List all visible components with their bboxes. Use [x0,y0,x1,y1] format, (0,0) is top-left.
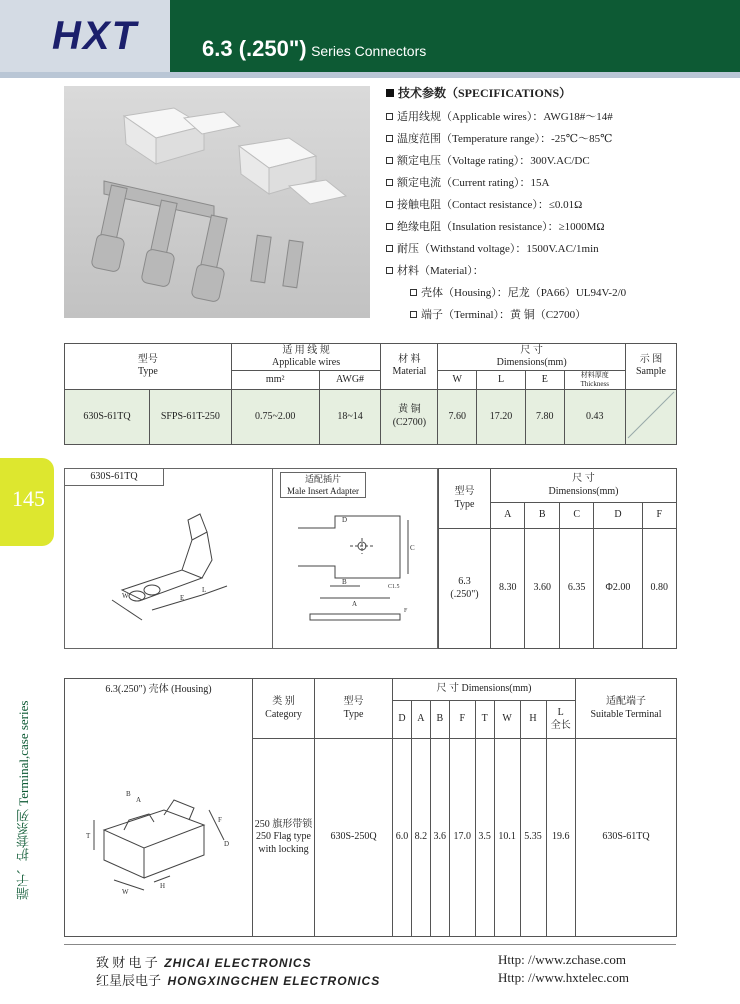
checkbox-bullet-icon [410,311,417,318]
page-title-sub: Series Connectors [311,43,427,59]
terminal-spec-table [64,343,677,445]
dim-label-l: L [202,586,207,594]
cell-c: 6.35 [559,529,593,649]
brand-logo: HXT [52,14,138,58]
col-dimensions: 尺 寸 Dimensions(mm) [438,344,626,371]
header-divider [0,72,740,78]
cell-b: 3.60 [525,529,559,649]
cell-e: 7.80 [526,389,565,445]
checkbox-bullet-icon [386,135,393,142]
col-awg: AWG# [319,371,381,390]
dim-label-w: W [121,888,129,896]
col-d: D [594,503,642,529]
table-row [65,389,677,445]
col-category: 类 别 Category [253,679,315,739]
terminal-drawing [92,500,262,635]
col-type: 型号 Type [315,679,393,739]
col-f: F [642,503,677,529]
spec-item: 适用线规（Applicable wires）：AWG18#～14# [386,108,613,124]
dim-label-c: C [410,544,415,552]
cell-t: 3.5 [475,739,494,937]
cell-w: 10.1 [494,739,520,937]
footer-url-2[interactable]: Http: //www.hxtelec.com [498,970,629,985]
footer-company-1: 致 财 电 子 ZHICAI ELECTRONICS [96,955,312,970]
cell-type2: SFPS-61T-250 [150,389,232,445]
square-bullet-icon [386,89,394,97]
page-title-main: 6.3 (.250") [202,36,307,61]
cell-a: 8.2 [411,739,430,937]
col-suitable-terminal: 适配端子 Suitable Terminal [575,679,676,739]
cell-w: 7.60 [438,389,477,445]
dim-label-e: E [180,594,185,602]
table-row [439,529,677,649]
col-dimensions: 尺 寸 Dimensions(mm) [491,469,677,503]
table-row [65,739,677,937]
cell-h: 5.35 [520,739,546,937]
checkbox-bullet-icon [386,113,393,120]
col-b: B [525,503,559,529]
page-number: 145 [12,486,45,511]
cell-d: 6.0 [393,739,412,937]
spec-item: 接触电阻（Contact resistance）：≤0.01Ω [386,196,582,212]
col-h: H [520,701,546,739]
footer-url-1[interactable]: Http: //www.zchase.com [498,952,627,967]
dim-label-f: F [404,608,408,614]
terminal-outline-drawing [92,500,262,630]
col-d: D [393,701,412,739]
checkbox-bullet-icon [386,201,393,208]
col-e: E [526,371,565,390]
dim-label-f: F [217,816,222,824]
cell-l: 17.20 [476,389,525,445]
checkbox-bullet-icon [386,179,393,186]
cell-a: 8.30 [491,529,525,649]
dim-label-w: W [122,592,129,600]
col-material: 材 料 Material [381,344,438,390]
checkbox-bullet-icon [386,245,393,252]
col-t: T [475,701,494,739]
cell-category: 250 旗形带锁 250 Flag type with locking [253,739,315,937]
checkbox-bullet-icon [410,289,417,296]
dim-label-d: D [342,516,348,524]
dim-label-b: B [342,578,347,586]
spec-item: 额定电压（Voltage rating）：300V.AC/DC [386,152,590,168]
checkbox-bullet-icon [386,157,393,164]
section-label: 6.3(.250") 壳体 (Housing) [65,679,253,701]
checkbox-bullet-icon [386,223,393,230]
spec-item: 额定电流（Current rating）：15A [386,174,549,190]
spec-item: 耐压（Withstand voltage）：1500V.AC/1min [386,240,599,256]
spec-sub-item: 端子（Terminal）：黄 铜（C2700） [410,306,586,322]
col-w: W [494,701,520,739]
cell-d: Φ2.00 [594,529,642,649]
col-type: 型号 Type [439,469,491,529]
cell-thickness: 0.43 [564,389,625,445]
side-category-label: 端子、护套系列 Terminal,case series [16,700,31,900]
cell-type1: 630S-61TQ [65,389,150,445]
housing-table [64,678,677,937]
adapter-drawing [290,508,430,643]
spec-sub-item: 壳体（Housing）：尼龙（PA66）UL94V-2/0 [410,284,626,300]
cell-type: 630S-250Q [315,739,393,937]
housing-outline-drawing [74,770,244,900]
col-dimensions: 尺 寸 Dimensions(mm) [393,679,576,701]
dim-label-b: B [125,790,131,798]
col-l: L [476,371,525,390]
footer-company-2: 红星辰电子 HONGXINGCHEN ELECTRONICS [96,973,381,988]
cell-suitable-terminal: 630S-61TQ [575,739,676,937]
col-c: C [559,503,593,529]
sample-sketch-icon [626,390,676,440]
checkbox-bullet-icon [386,267,393,274]
cell-l: 19.6 [546,739,575,937]
cell-mm2: 0.75~2.00 [231,389,319,445]
spec-item: 材料（Material）： [386,262,484,278]
dim-label-h: H [159,882,165,890]
cell-awg: 18~14 [319,389,381,445]
col-l: L 全长 [546,701,575,739]
adapter-outline-drawing [290,508,430,638]
dim-label-d: D [223,840,229,848]
adapter-dimension-table [438,468,677,649]
col-type: 型号 Type [65,344,232,390]
col-b: B [430,701,449,739]
product-photo-illustration [64,86,370,318]
cell-f: 17.0 [449,739,475,937]
footer-divider [64,944,676,945]
housing-drawing-cell [65,739,253,937]
page-title [202,36,426,62]
cell-sample [625,389,676,445]
dim-label-t: T [85,832,90,840]
cell-material: 黄 铜 (C2700) [381,389,438,445]
dim-label-a: A [135,796,141,804]
cell-type: 6.3 (.250") [439,529,491,649]
col-f: F [449,701,475,739]
dim-label-a: A [352,600,358,608]
product-photo [64,86,370,318]
section-label: 630S-61TQ [64,468,164,486]
cell-f: 0.80 [642,529,677,649]
dim-label-c15: C1.5 [388,584,400,590]
spec-item: 绝缘电阻（Insulation resistance）：≥1000MΩ [386,218,605,234]
col-a: A [411,701,430,739]
col-thickness: 材料厚度 Thickness [564,371,625,390]
adapter-label: 适配插片 Male Insert Adapter [280,472,366,498]
col-mm2: mm² [231,371,319,390]
cell-b: 3.6 [430,739,449,937]
col-wires: 适 用 线 规 Applicable wires [231,344,381,371]
col-sample: 示 图 Sample [625,344,676,390]
spec-item: 温度范围（Temperature range）：-25℃～85℃ [386,130,612,146]
col-a: A [491,503,525,529]
spec-title: 技术参数（SPECIFICATIONS） [386,84,571,101]
col-w: W [438,371,477,390]
